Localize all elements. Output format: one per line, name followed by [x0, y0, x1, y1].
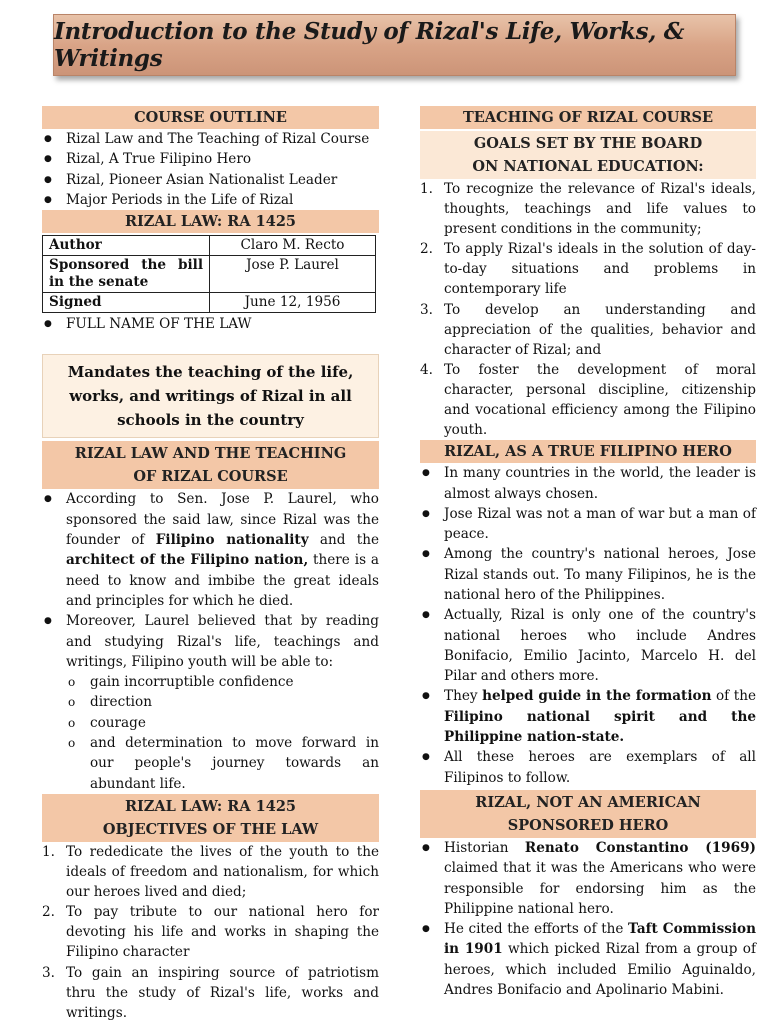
true-hero-list: [420, 463, 756, 788]
list-item: [420, 838, 756, 919]
bold-text: Taft Commission in 1901: [444, 921, 756, 958]
item-number: 2.: [42, 904, 55, 921]
item-text: To gain an inspiring source of patriotism thru the study of Rizal's life, works and writings.: [66, 964, 379, 1021]
bold-text: Renato Constantino (1969): [524, 839, 756, 856]
bold-text: architect of the Filipino nation,: [66, 552, 309, 569]
table-key: Signed: [43, 293, 210, 313]
bold-text: Filipino nationality: [155, 532, 309, 549]
list-item: [420, 919, 756, 1000]
table-row: [43, 236, 376, 256]
item-text: To foster the development of moral character, personal discipline, citizenship and vocational efficiency among the Filipino youth.: [444, 361, 756, 439]
objectives-list: [42, 842, 379, 1023]
goals-list: [420, 179, 756, 440]
list-item: ● Among the country's national heroes, Jose Rizal stands out. To many Filipinos, he is the national hero of the Philippines.: [420, 544, 756, 605]
numbered-item: [42, 902, 379, 962]
true-hero-heading: RIZAL, AS A TRUE FILIPINO HERO: [420, 440, 756, 463]
rizal-law-heading: RIZAL LAW: RA 1425: [42, 210, 379, 233]
table-value: Jose P. Laurel: [210, 256, 376, 293]
text-run: claimed that it was the Americans who were responsible for endorsing him as the Philippine national hero.: [444, 860, 756, 917]
left-column: [42, 106, 379, 1023]
right-column: [420, 106, 756, 1000]
mandate-box: Mandates the teaching of the life, works, and writings of Rizal in all schools in the country: [42, 354, 379, 438]
item-text: To apply Rizal's ideals in the solution of day-to-day situations and problems in contemporary life: [444, 241, 756, 298]
list-item: ● Jose Rizal was not a man of war but a man of peace.: [420, 504, 756, 545]
list-item: ● Rizal Law and The Teaching of Rizal Course: [42, 129, 379, 149]
sub-list-item: o courage: [66, 713, 379, 733]
objectives-heading: [42, 794, 379, 842]
table-key: Sponsored the bill in the senate: [43, 256, 210, 293]
numbered-item: [420, 360, 756, 440]
item-text: To rededicate the lives of the youth to the ideals of freedom and nationalism, for which our heroes lived and died;: [66, 843, 379, 901]
rizal-law-table: [42, 235, 376, 313]
heading-line: OBJECTIVES OF THE LAW: [102, 820, 319, 838]
heading-line: RIZAL LAW AND THE TEACHING: [74, 445, 347, 463]
heading-line: GOALS SET BY THE BOARD: [473, 135, 703, 152]
list-item: ● Rizal, Pioneer Asian Nationalist Leader: [42, 170, 379, 190]
list-item: [420, 686, 756, 747]
goals-subheading: [420, 131, 756, 179]
text-run: Historian: [444, 839, 525, 856]
list-item: [42, 489, 379, 611]
text-run: They: [444, 688, 483, 705]
table-key: Author: [43, 236, 210, 256]
list-item: ● Moreover, Laurel believed that by reading and studying Rizal's life, teachings and writings, Filipino youth will be able to:: [42, 611, 379, 672]
heading-line: ON NATIONAL EDUCATION:: [472, 158, 704, 175]
sub-list-item: o gain incorruptible confidence: [66, 672, 379, 692]
law-and-teaching-heading: [42, 441, 379, 489]
table-value: Claro M. Recto: [210, 236, 376, 256]
sub-list-item: o and determination to move forward in our people's journey towards an abundant life.: [66, 733, 379, 794]
item-number: 2.: [420, 241, 433, 258]
list-item: ● In many countries in the world, the leader is almost always chosen.: [420, 463, 756, 504]
bold-text: Filipino national spirit and the Philippine nation-state.: [444, 708, 756, 746]
teaching-heading: TEACHING OF RIZAL COURSE: [420, 106, 756, 129]
numbered-item: [420, 300, 756, 360]
law-and-teaching-list: [42, 489, 379, 672]
heading-line: RIZAL, NOT AN AMERICAN: [475, 793, 701, 811]
sub-list-item: o direction: [66, 692, 379, 712]
table-value: June 12, 1956: [210, 293, 376, 313]
item-text: To pay tribute to our national hero for devoting his life and works in shaping the Filipino character: [66, 904, 379, 961]
full-name-list: [42, 314, 379, 334]
list-item: ● All these heroes are exemplars of all Filipinos to follow.: [420, 747, 756, 788]
heading-line: RIZAL LAW: RA 1425: [124, 797, 297, 815]
full-name-label: ● FULL NAME OF THE LAW: [42, 314, 379, 334]
numbered-item: [420, 239, 756, 299]
numbered-item: [42, 963, 379, 1023]
item-number: 1.: [42, 843, 55, 860]
not-american-heading: [420, 790, 756, 838]
item-number: 3.: [42, 964, 55, 981]
course-outline-list: [42, 129, 379, 210]
text-run: and the: [308, 532, 379, 549]
text-run: He cited the efforts of the: [444, 921, 629, 938]
item-number: 1.: [420, 181, 433, 197]
table-row: [43, 256, 376, 293]
heading-line: SPONSORED HERO: [507, 816, 669, 834]
item-number: 4.: [420, 361, 433, 378]
bold-text: helped guide in the formation: [482, 688, 712, 705]
text-run: there is a need to know and imbibe the great ideals and principles for which he died.: [66, 552, 380, 609]
title-banner: [53, 14, 736, 76]
numbered-item: [42, 842, 379, 902]
page-title: Introduction to the Study of Rizal's Life, Works, & Writings: [54, 18, 685, 72]
item-text: To recognize the relevance of Rizal's ideals, thoughts, teachings and life values to present conditions in the community;: [444, 181, 756, 238]
not-american-list: [420, 838, 756, 1000]
laurel-sub-list: [42, 672, 379, 794]
list-item: ● Actually, Rizal is only one of the country's national heroes who include Andres Bonifacio, Emilio Jacinto, Marcelo H. del Pilar and others more.: [420, 605, 756, 686]
text-run: According to Sen. Jose P. Laurel, who sponsored the said law, since Rizal was the founder of: [66, 491, 379, 549]
list-item: ● Rizal, A True Filipino Hero: [42, 149, 379, 169]
heading-line: OF RIZAL COURSE: [133, 468, 288, 486]
course-outline-heading: COURSE OUTLINE: [42, 106, 379, 129]
text-run: of the: [711, 688, 757, 705]
item-text: To develop an understanding and appreciation of the qualities, behavior and character of Rizal; and: [444, 301, 756, 358]
table-row: [43, 293, 376, 313]
item-number: 3.: [420, 301, 433, 318]
text-run: which picked Rizal from a group of heroes, which included Emilio Aguinaldo, Andres Bonifacio and Apolinario Mabini.: [444, 941, 756, 999]
list-item: ● Major Periods in the Life of Rizal: [42, 190, 379, 210]
numbered-item: [420, 179, 756, 239]
